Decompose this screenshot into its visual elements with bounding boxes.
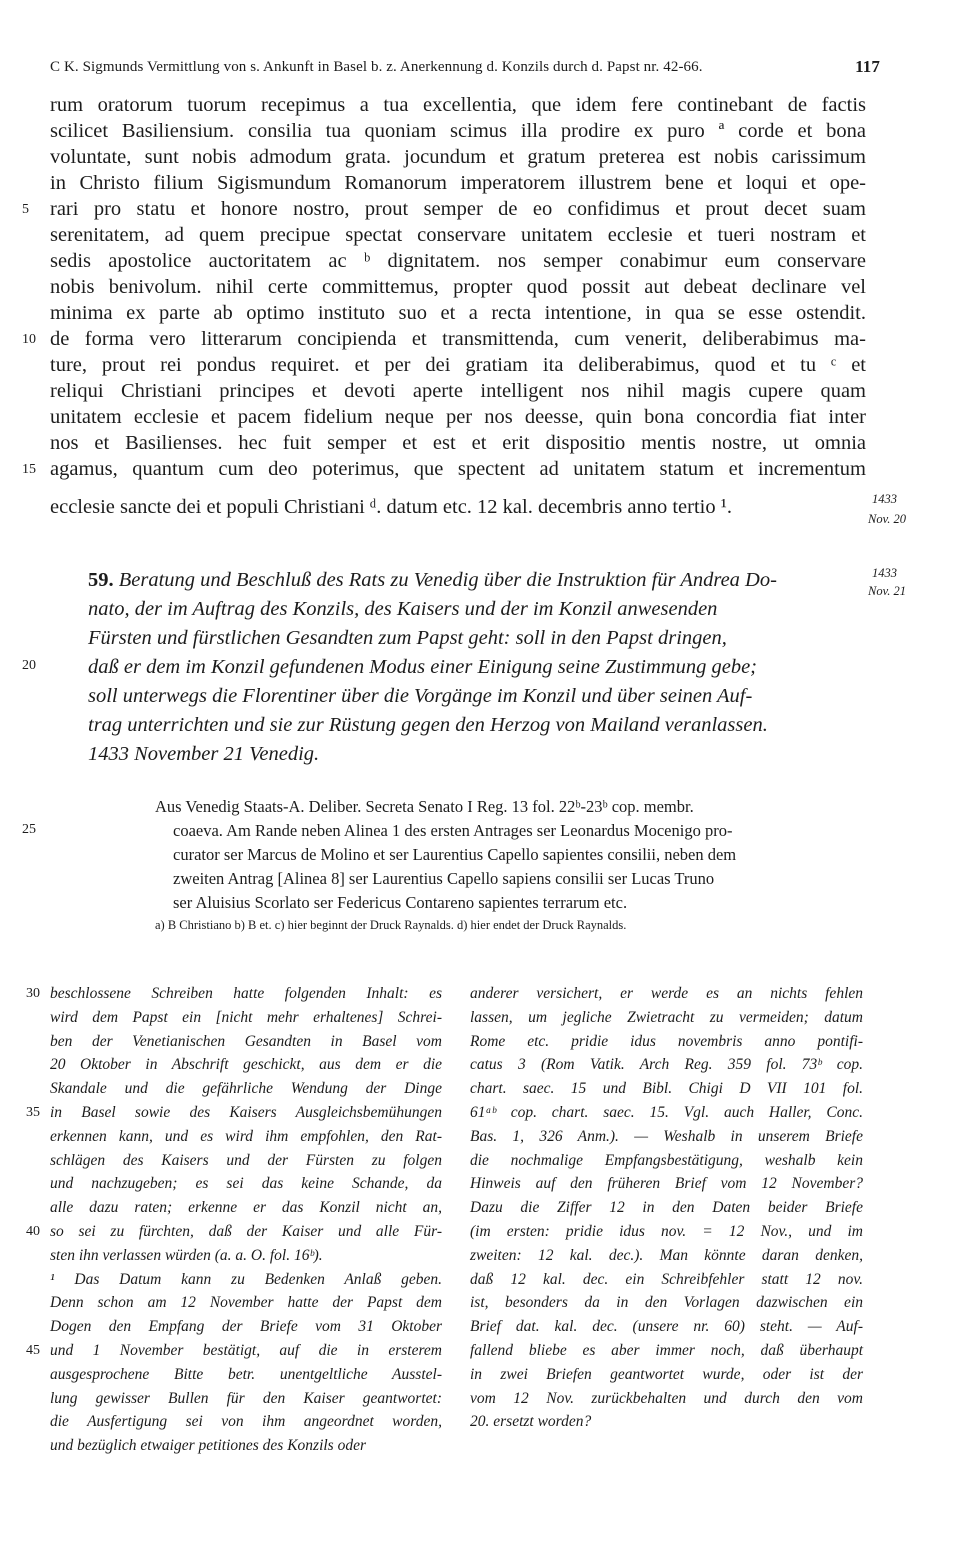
variant-readings: a) B Christiano b) B et. c) hier beginnt der Druck Raynalds. d) hier endet der Druck Raynalds. bbox=[155, 918, 627, 932]
margin-date-year: 1433 bbox=[872, 492, 897, 506]
body-line: nos et Basilienses. hec fuit semper et est et erit dispositio mentis nostre, ut omnia bbox=[50, 432, 866, 454]
footnote-line: Dazu die Ziffer 12 in den Daten beider Briefe bbox=[470, 1199, 863, 1217]
footnote-line: ben der Venetianischen Gesandten in Basel vom bbox=[50, 1032, 442, 1050]
footnote-line-number: 35 bbox=[26, 1104, 40, 1120]
footnote-line: chart. saec. 15 und Bibl. Chigi D VII 101 fol. bbox=[470, 1080, 863, 1098]
source-line: zweiten Antrag [Alinea 8] ser Laurentius Capello sapiens consilii ser Lucas Truno bbox=[173, 869, 715, 888]
footnote-line: erkennen kann, und es wird ihm empfohlen, den Rat- bbox=[50, 1127, 442, 1145]
section-date: 1433 November 21 Venedig. bbox=[88, 743, 320, 765]
body-line: scilicet Basiliensium. consilia tua quoniam scimus illa prodire ex puro ª corde et bona bbox=[50, 120, 866, 142]
body-line: agamus, quantum cum deo poterimus, que spectent ad unitatem statum et incrementum bbox=[50, 458, 866, 480]
footnote-line-number: 45 bbox=[26, 1342, 40, 1358]
section-heading-line: trag unterrichten und sie zur Rüstung gegen den Herzog von Mailand veranlassen. bbox=[88, 714, 768, 736]
footnote-line: Denn schon am 12 November hatte der Papst dem bbox=[50, 1294, 442, 1312]
footnote-line: 61ᵃᵇ cop. chart. saec. 15. Vgl. auch Haller, Conc. bbox=[470, 1103, 863, 1121]
body-line: de forma vero litterarum concipienda et transmittenda, cum venerit, deliberabimus ma- bbox=[50, 328, 866, 350]
section-heading-line: daß er dem im Konzil gefundenen Modus einer Einigung seine Zustimmung gebe; bbox=[88, 656, 758, 678]
margin-date-day: Nov. 21 bbox=[868, 584, 906, 598]
footnote-line: lung gewisser Bullen für den Kaiser geantwortet: bbox=[50, 1389, 442, 1407]
line-number-20: 20 bbox=[22, 658, 36, 673]
body-line: nobis benivolum. nihil certe committemus, propter quod possit aut debeat declinare vel bbox=[50, 276, 866, 298]
body-line-dated: ecclesie sancte dei et populi Christiani ᵈ. datum etc. 12 kal. decembris anno tertio ¹. bbox=[50, 496, 732, 518]
body-line: serenitatem, ad quem precipue spectat conservare unitatem ecclesie et tueri nostram et bbox=[50, 224, 866, 246]
footnote-line: vom 12 Nov. zurückbehalten und durch den vom bbox=[470, 1389, 863, 1407]
footnote-line: 20. ersetzt worden? bbox=[470, 1413, 592, 1431]
source-line: Aus Venedig Staats-A. Deliber. Secreta Senato I Reg. 13 fol. 22ᵇ-23ᵇ cop. membr. bbox=[155, 797, 694, 816]
line-number-5: 5 bbox=[22, 202, 29, 217]
line-number-15: 15 bbox=[22, 462, 36, 477]
footnote-line: und bezüglich etwaiger petitiones des Konzils oder bbox=[50, 1437, 367, 1455]
footnote-line: fallend bliebe es aber immer noch, daß überhaupt bbox=[470, 1341, 863, 1359]
body-line: in Christo filium Sigismundum Romanorum imperatorem illustrem bene et loqui et ope- bbox=[50, 172, 866, 194]
footnote-line: (im ersten: pridie idus nov. = 12 Nov., und im bbox=[470, 1222, 863, 1240]
margin-date bbox=[868, 492, 906, 527]
footnote-line: die Ausfertigung sei von ihm angeordnet worden, bbox=[50, 1413, 442, 1431]
running-title: C K. Sigmunds Vermittlung von s. Ankunft in Basel b. z. Anerkennung d. Konzils durch d. Papst nr. 42-66. bbox=[50, 59, 703, 75]
footnote-line: wird dem Papst ein [nicht mehr erhaltenes] Schrei- bbox=[50, 1008, 442, 1026]
footnote-line: alle dazu raten; erkenne er das Konzil nicht an, bbox=[50, 1199, 442, 1217]
footnote-line: anderer versichert, er werde es an nichts fehlen bbox=[470, 985, 863, 1002]
footnote-line: 40 so sei zu fürchten, daß der Kaiser und alle Für- bbox=[50, 1220, 442, 1244]
body-line: rari pro statu et honore nostro, prout semper de eo confidimus et prout decet suam bbox=[50, 198, 866, 220]
footnote-line: 35 in Basel sowie des Kaisers Ausgleichsbemühungen bbox=[50, 1101, 442, 1125]
footnote-right-column bbox=[470, 982, 863, 1434]
footnote-line: 20 Oktober in Abschrift geschickt, aus dem er die bbox=[50, 1056, 442, 1074]
footnote-line: Bas. 1, 326 Anm.). — Weshalb in unserem Briefe bbox=[470, 1127, 863, 1145]
footnote-line-number: 40 bbox=[26, 1223, 40, 1239]
source-line: curator ser Marcus de Molino et ser Laurentius Capello sapientes consilii, neben dem bbox=[173, 845, 737, 864]
body-line: rum oratorum tuorum recepimus a tua excellentia, que idem fere continebant de factis bbox=[50, 94, 866, 116]
footnote-line: schlägen des Kaisers und der Fürsten zu folgen bbox=[50, 1151, 442, 1169]
body-line: minima ex parte ab optimo instituto suo et a recta intentione, in qua se esse ostendit. bbox=[50, 302, 866, 324]
footnote-line: Dogen den Empfang der Briefe vom 31 Oktober bbox=[50, 1318, 442, 1336]
footnote-line: catus 3 (Rom Vatik. Arch Reg. 359 fol. 73ᵇ cop. bbox=[470, 1056, 863, 1074]
footnote-line: und nachzugeben; es sei das keine Schande, da bbox=[50, 1175, 442, 1193]
footnote-line: 45 und 1 November bestätigt, auf die in ersterem bbox=[50, 1339, 442, 1363]
footnote-line: Rome etc. pridie idus novembris anno pontifi- bbox=[470, 1032, 863, 1050]
margin-date bbox=[868, 566, 906, 599]
footnote-line: daß 12 kal. dec. ein Schreibfehler statt 12 nov. bbox=[470, 1270, 863, 1288]
section-heading-line: 59. Beratung und Beschluß des Rats zu Venedig über die Instruktion für Andrea Do- bbox=[88, 569, 777, 591]
body-line: ture, prout rei pondus requiret. et per dei gratiam ita deliberabimus, quod et tu ᶜ et bbox=[50, 354, 866, 376]
footnote-line: in zwei Briefen geantwortet wurde, oder ist der bbox=[470, 1365, 863, 1383]
section-heading-line: nato, der im Auftrag des Konzils, des Kaisers und der im Konzil anwesenden bbox=[88, 598, 718, 620]
footnote-line: 30 beschlossene Schreiben hatte folgenden Inhalt: es bbox=[50, 982, 442, 1006]
footnote-line: sten ihn verlassen würden (a. a. O. fol. 16ᵇ). bbox=[50, 1246, 323, 1264]
page-number: 117 bbox=[855, 57, 880, 76]
running-header bbox=[50, 59, 880, 76]
footnote-line: ¹ Das Datum kann zu Bedenken Anlaß geben. bbox=[50, 1270, 442, 1288]
footnote-line: zweiten: 12 kal. dec.). Man könnte daran denken, bbox=[470, 1246, 863, 1264]
margin-date-day: Nov. 20 bbox=[868, 512, 906, 526]
line-number-10: 10 bbox=[22, 332, 36, 347]
footnote-left-column bbox=[26, 982, 442, 1458]
footnote-line: ausgesprochene Bitte betr. unentgeltliche Ausstel- bbox=[50, 1365, 442, 1383]
footnote-line: die nochmalige Empfangsbestätigung, weshalb kein bbox=[470, 1151, 863, 1169]
footnote-line: Hinweis auf den früheren Brief vom 12 November? bbox=[470, 1175, 863, 1193]
section-heading-line: soll unterwegs die Florentiner über die Vorgänge im Konzil und über seinen Auf- bbox=[88, 685, 753, 707]
body-line: sedis apostolice auctoritatem ac ᵇ dignitatem. nos semper conabimur eum conservare bbox=[50, 250, 866, 272]
body-line: unitatem ecclesie et pacem fidelium neque per nos deesse, quin bona concordia fiat inter bbox=[50, 406, 866, 428]
footnote-line-number: 30 bbox=[26, 986, 40, 1001]
body-line: reliqui Christiani principes et devoti aperte intelligent nos nihil magis cupere quam bbox=[50, 380, 866, 402]
footnote-line: Brief dat. kal. dec. (unsere nr. 60) steht. — Auf- bbox=[470, 1318, 863, 1336]
footnote-line: lassen, um jegliche Zwietracht zu vermeiden; datum bbox=[470, 1008, 863, 1026]
footnote-line: Skandale und die gefährliche Wendung der Dinge bbox=[50, 1080, 442, 1098]
line-number-25: 25 bbox=[22, 822, 36, 837]
footnote-line: ist, besonders da in den Vorlagen dazwischen ein bbox=[470, 1294, 863, 1312]
body-line: voluntate, sunt nobis admodum grata. jocundum et gratum preterea est nobis carissimum bbox=[50, 146, 866, 168]
section-heading-line: Fürsten und fürstlichen Gesandten zum Papst geht: soll in den Papst dringen, bbox=[88, 627, 727, 649]
source-line: coaeva. Am Rande neben Alinea 1 des ersten Antrages ser Leonardus Mocenigo pro- bbox=[173, 821, 733, 840]
source-line: ser Aluisius Scorlato ser Federicus Contareno sapientes terrarum etc. bbox=[173, 893, 628, 912]
margin-date-year: 1433 bbox=[872, 566, 897, 580]
section-number: 59. bbox=[88, 569, 114, 591]
